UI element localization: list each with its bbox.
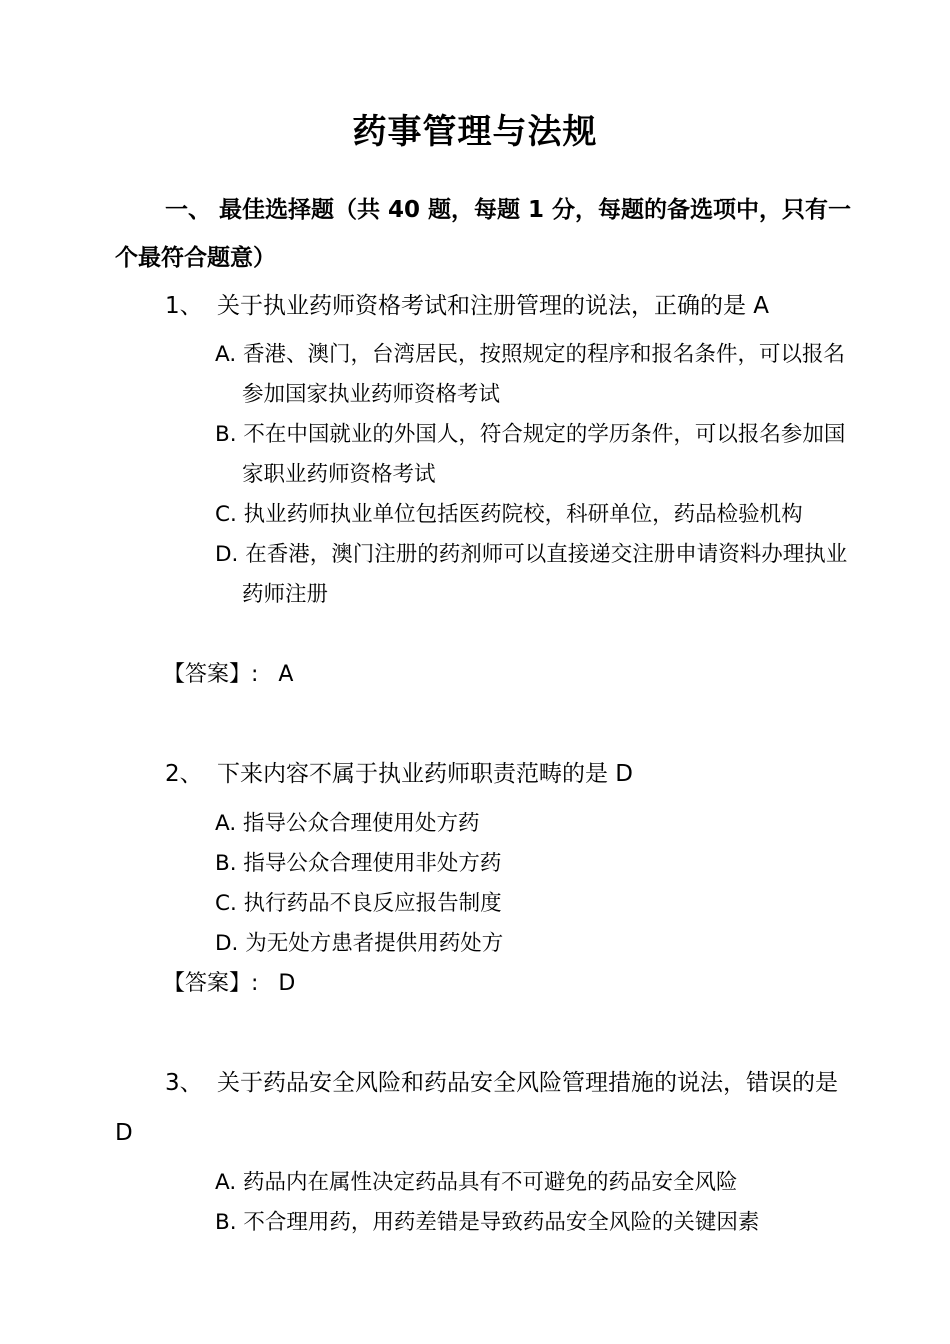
question-2-options (215, 804, 860, 964)
option-a: A. 香港、澳门，台湾居民，按照规定的程序和报名条件，可以报名参加国家执业药师资格考试 (215, 342, 846, 407)
option-c: C. 执行药品不良反应报告制度 (215, 891, 502, 916)
question-text: 关于药品安全风险和药品安全风险管理措施的说法，错误的是 D (115, 1070, 838, 1146)
question-number: 3、 (165, 1070, 203, 1096)
question-text: 关于执业药师资格考试和注册管理的说法，正确的是 A (217, 293, 770, 319)
option-b: B. 指导公众合理使用非处方药 (215, 851, 502, 876)
question-3-stem (115, 1058, 860, 1158)
section-heading: 一、 最佳选择题（共 40 题，每题 1 分，每题的备选项中，只有一个最符合题意） (115, 197, 852, 271)
question-1-options (215, 335, 860, 615)
answer-value: A (278, 662, 294, 687)
answer-label: 【答案】: (163, 971, 259, 996)
question-text: 下来内容不属于执业药师职责范畴的是 D (217, 761, 634, 787)
answer-label: 【答案】: (163, 662, 259, 687)
question-number: 2、 (165, 761, 203, 787)
question-number: 1、 (165, 293, 203, 319)
option-b: B. 不在中国就业的外国人，符合规定的学历条件，可以报名参加国家职业药师资格考试 (215, 422, 846, 487)
question-1-stem (165, 286, 860, 326)
question-3-options (215, 1163, 860, 1243)
option-a: A. 指导公众合理使用处方药 (215, 811, 480, 836)
document-title: 药事管理与法规 (352, 112, 598, 152)
option-c: C. 执业药师执业单位包括医药院校，科研单位，药品检验机构 (215, 502, 803, 527)
answer-value: D (278, 971, 296, 996)
option-a: A. 药品内在属性决定药品具有不可避免的药品安全风险 (215, 1170, 738, 1195)
question-2-stem (165, 754, 860, 794)
option-d: D. 在香港，澳门注册的药剂师可以直接递交注册申请资料办理执业药师注册 (215, 542, 848, 607)
question-2-answer (163, 964, 295, 1004)
option-b: B. 不合理用药，用药差错是导致药品安全风险的关键因素 (215, 1210, 760, 1235)
question-1-answer (163, 655, 293, 695)
option-d: D. 为无处方患者提供用药处方 (215, 931, 504, 956)
